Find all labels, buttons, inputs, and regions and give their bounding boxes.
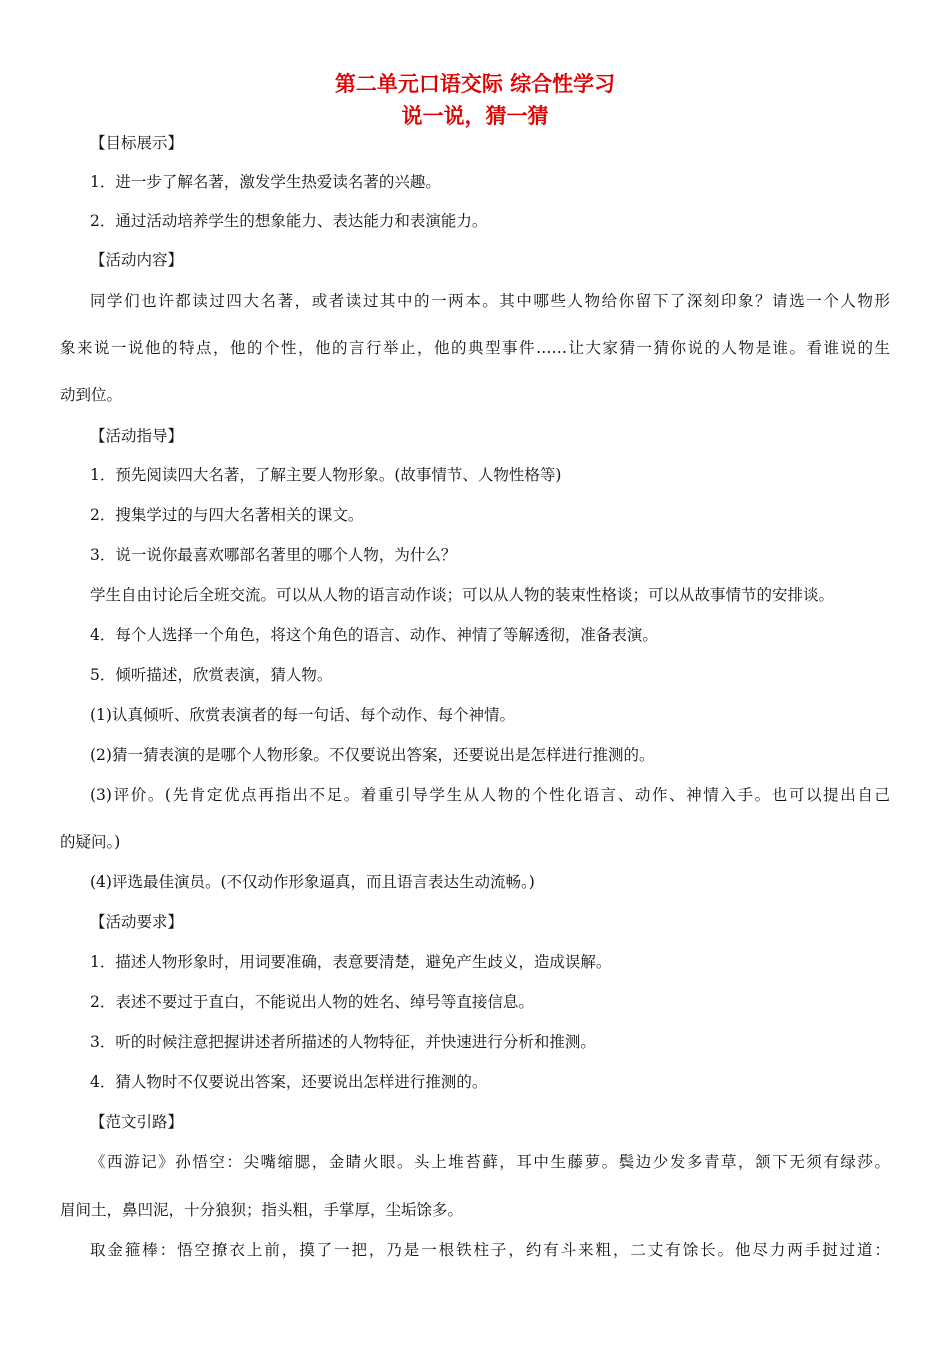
- content-paragraph-line-3: 动到位。: [60, 386, 123, 404]
- guide-item-1: 1．预先阅读四大名著，了解主要人物形象。(故事情节、人物性格等): [90, 466, 562, 484]
- guide-discussion-text: 学生自由讨论后全班交流。可以从人物的语言动作谈；可以从人物的装束性格谈；可以从故事情节的安排谈。: [90, 586, 835, 604]
- example-paragraph-line-2: 眉间土，鼻凹泥，十分狼狈；指头粗，手掌厚，尘垢馀多。: [60, 1201, 464, 1219]
- section-heading-content: 【活动内容】: [90, 251, 184, 269]
- guide-item-5: 5．倾听描述，欣赏表演，猜人物。: [90, 666, 333, 684]
- content-paragraph-line-1: 同学们也许都读过四大名著，或者读过其中的一两本。其中哪些人物给你留下了深刻印象？请选一个人物形: [90, 292, 890, 310]
- goal-item-2: 2．通过活动培养学生的想象能力、表达能力和表演能力。: [90, 212, 488, 230]
- guide-subitem-3: (3)评价。(先肯定优点再指出不足。着重引导学生从人物的个性化语言、动作、神情入手。也可以提出自己: [90, 786, 890, 804]
- guide-subitem-4: (4)评选最佳演员。(不仅动作形象逼真，而且语言表达生动流畅。): [90, 873, 535, 891]
- requirement-item-2: 2．表述不要过于直白，不能说出人物的姓名、绰号等直接信息。: [90, 993, 534, 1011]
- guide-subitem-2: (2)猜一猜表演的是哪个人物形象。不仅要说出答案，还要说出是怎样进行推测的。: [90, 746, 655, 764]
- example-paragraph-line-1: 《西游记》孙悟空：尖嘴缩腮，金睛火眼。头上堆苔藓，耳中生藤萝。鬓边少发多青草，颔下无须有绿莎。: [90, 1153, 890, 1171]
- content-paragraph-line-2: 象来说一说他的特点，他的个性，他的言行举止，他的典型事件……让大家猜一猜你说的人物是谁。看谁说的生: [60, 339, 890, 357]
- requirement-item-4: 4．猜人物时不仅要说出答案，还要说出怎样进行推测的。: [90, 1073, 488, 1091]
- example-paragraph-line-3: 取金箍棒：悟空撩衣上前，摸了一把，乃是一根铁柱子，约有斗来粗，二丈有馀长。他尽力两手挝过道：: [90, 1241, 890, 1259]
- requirement-item-3: 3．听的时候注意把握讲述者所描述的人物特征，并快速进行分析和推测。: [90, 1033, 596, 1051]
- section-heading-guide: 【活动指导】: [90, 427, 184, 445]
- requirement-item-1: 1．描述人物形象时，用词要准确，表意要清楚，避免产生歧义，造成误解。: [90, 953, 612, 971]
- document-subtitle: 说一说，猜一猜: [401, 104, 549, 128]
- section-heading-example: 【范文引路】: [90, 1113, 184, 1131]
- guide-subitem-3-continued: 的疑问。): [60, 833, 121, 851]
- goal-item-1: 1．进一步了解名著，激发学生热爱读名著的兴趣。: [90, 173, 441, 191]
- guide-item-3: 3．说一说你最喜欢哪部名著里的哪个人物，为什么？: [90, 546, 457, 564]
- section-heading-goals: 【目标展示】: [90, 134, 184, 152]
- guide-item-2: 2．搜集学过的与四大名著相关的课文。: [90, 506, 364, 524]
- guide-item-4: 4．每个人选择一个角色，将这个角色的语言、动作、神情了等解透彻，准备表演。: [90, 626, 658, 644]
- document-title: 第二单元口语交际 综合性学习: [334, 72, 616, 96]
- section-heading-requirements: 【活动要求】: [90, 913, 184, 931]
- guide-subitem-1: (1)认真倾听、欣赏表演者的每一句话、每个动作、每个神情。: [90, 706, 515, 724]
